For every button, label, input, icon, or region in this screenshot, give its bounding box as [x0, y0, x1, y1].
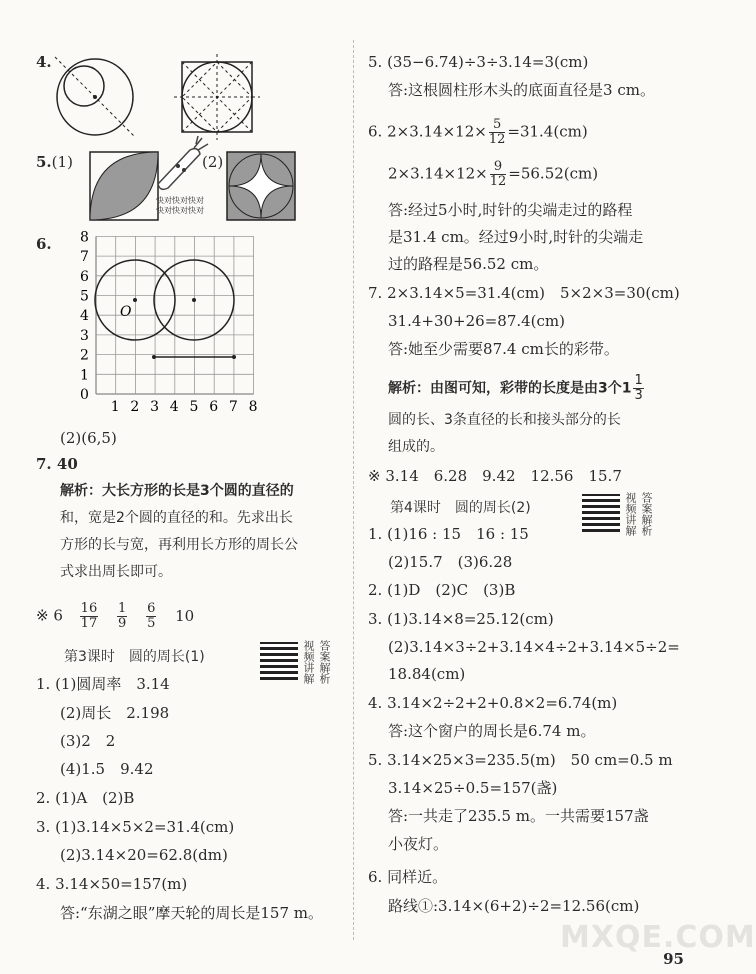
q6-part2: (2)(6,5)	[60, 429, 117, 447]
r-q7-b: 31.4+30+26=87.4(cm)	[388, 312, 566, 330]
r-q5-a: 5. (35−6.74)÷3÷3.14=3(cm)	[368, 53, 589, 71]
q4-square-figure	[172, 52, 262, 142]
r-q7-analysis-3: 组成的。	[388, 439, 444, 455]
l4-q3-c: 18.84(cm)	[388, 665, 466, 683]
l4-q5-a: 5. 3.14×25×3=235.5(m) 50 cm=0.5 m	[368, 751, 673, 769]
r-q5-b: 答:这根圆柱形木头的底面直径是3 cm。	[388, 81, 655, 99]
y-tick-label: 1	[80, 367, 89, 384]
x-axis-ticks	[111, 399, 258, 415]
l4-q3-b: (2)3.14×3÷2+3.14×4÷2+3.14×5÷2=	[388, 638, 680, 656]
mascot-caption-1: 快对快对快对	[156, 196, 204, 205]
y-tick-label: 7	[80, 249, 89, 266]
y-tick-label: 4	[80, 308, 89, 325]
l4-q2: 2. (1)D (2)C (3)B	[368, 581, 516, 599]
r-q6-a: 6. 2×3.14×12× $\frac{5}{12}$ =31.4(cm)	[368, 117, 588, 147]
l4-q5-b: 3.14×25÷0.5=157(盏)	[388, 779, 558, 797]
x-tick-label: 5	[189, 399, 199, 415]
y-tick-label: 5	[80, 288, 89, 305]
q5-number: 5.(1)	[36, 153, 73, 171]
center-o-label: O	[120, 304, 132, 320]
l3-q1-a: 1. (1)圆周率 3.14	[36, 675, 170, 693]
q7-answer: 7. 40	[36, 455, 78, 473]
carrot-mascot-icon	[150, 136, 210, 192]
q4-circles-figure	[50, 52, 140, 142]
star-answers-right: ※ 3.14 6.28 9.42 12.56 15.7	[368, 467, 622, 485]
watermark-logo: MXQE.COM	[560, 920, 756, 955]
star-answers-left: ※ 6 $\frac{16}{17}$ $\frac{1}{9}$ $\frac{6}{5}$ 10	[36, 601, 195, 631]
y-tick-label: 0	[80, 387, 89, 403]
r-q6-b: 2×3.14×12× $\frac{9}{12}$ =56.52(cm)	[388, 159, 599, 189]
mascot-caption-2: 快对快对快对	[156, 206, 204, 215]
y-tick-label: 6	[80, 268, 89, 285]
y-axis-ticks	[80, 229, 89, 403]
l3-q1-d: (4)1.5 9.42	[60, 760, 154, 778]
l3-q4-a: 4. 3.14×50=157(m)	[36, 875, 188, 893]
x-tick-label: 8	[248, 399, 258, 415]
qr-label-video-2: 视频讲解	[624, 492, 637, 536]
q6-number: 6.	[36, 235, 52, 253]
column-divider	[353, 40, 354, 940]
r-q6-d: 是31.4 cm。经过9小时,时针的尖端走	[388, 228, 644, 246]
l4-q5-c: 答:一共走了235.5 m。一共需要157盏	[388, 807, 649, 825]
x-tick-label: 3	[150, 399, 160, 415]
q5-star-figure	[225, 150, 297, 222]
r-q6-e: 过的路程是56.52 cm。	[388, 255, 549, 273]
y-tick-label: 2	[80, 347, 89, 364]
qr-label-answer-2: 答案解析	[640, 492, 653, 536]
x-tick-label: 7	[228, 399, 238, 415]
l3-q1-c: (3)2 2	[60, 732, 116, 750]
l4-q1-b: (2)15.7 (3)6.28	[388, 553, 513, 571]
l4-q4-a: 4. 3.14×2÷2+2+0.8×2=6.74(m)	[368, 694, 618, 712]
r-q7-c: 答:她至少需要87.4 cm长的彩带。	[388, 340, 619, 358]
r-q6-c: 答:经过5小时,时针的尖端走过的路程	[388, 201, 633, 219]
y-tick-label: 3	[80, 327, 89, 344]
q7-analysis-3: 方形的长与宽，再利用长方形的周长公	[60, 537, 298, 553]
l3-q3-a: 3. (1)3.14×5×2=31.4(cm)	[36, 818, 235, 836]
q6-grid-figure	[56, 229, 258, 420]
page-number: 95	[663, 950, 684, 968]
y-tick-label: 8	[80, 229, 89, 246]
q7-analysis-2: 和，宽是2个圆的直径的和。先求出长	[60, 510, 293, 526]
l3-q1-b: (2)周长 2.198	[60, 704, 170, 722]
l4-q6-a: 6. 同样近。	[368, 868, 448, 886]
lesson4-heading: 第4课时 圆的周长(2)	[390, 500, 531, 516]
l4-q5-d: 小夜灯。	[388, 835, 449, 853]
x-tick-label: 6	[209, 399, 219, 415]
l4-q1-a: 1. (1)16 : 15 16 : 15	[368, 525, 529, 543]
q5-part2-label: (2)	[202, 153, 224, 171]
x-tick-label: 2	[130, 399, 140, 415]
lesson3-heading: 第3课时 圆的周长(1)	[64, 649, 205, 665]
r-q7-a: 7. 2×3.14×5=31.4(cm) 5×2×3=30(cm)	[368, 284, 680, 302]
l3-q3-b: (2)3.14×20=62.8(dm)	[60, 846, 228, 864]
qr-label-answer: 答案解析	[318, 640, 331, 684]
qr-label-video: 视频讲解	[302, 640, 315, 684]
qr-code-icon-2[interactable]	[582, 494, 620, 532]
qr-code-icon[interactable]	[260, 642, 298, 680]
l4-q6-b: 路线①:3.14×(6+2)÷2=12.56(cm)	[388, 897, 640, 915]
l3-q2: 2. (1)A (2)B	[36, 789, 135, 807]
q4-number: 4.	[36, 53, 52, 71]
q7-analysis-1: 解析：大长方形的长是3个圆的直径的	[60, 483, 294, 499]
r-q7-analysis-2: 圆的长、3条直径的长和接头部分的长	[388, 412, 621, 428]
l4-q3-a: 3. (1)3.14×8=25.12(cm)	[368, 610, 554, 628]
x-tick-label: 1	[110, 399, 120, 415]
x-tick-label: 4	[169, 399, 179, 415]
l3-q4-b: 答:“东湖之眼”摩天轮的周长是157 m。	[60, 904, 324, 922]
l4-q4-b: 答:这个窗户的周长是6.74 m。	[388, 722, 596, 740]
q7-analysis-4: 式求出周长即可。	[60, 564, 172, 580]
r-q7-analysis-1: 解析：由图可知，彩带的长度是由3个1 $\frac{1}{3}$	[388, 373, 643, 403]
